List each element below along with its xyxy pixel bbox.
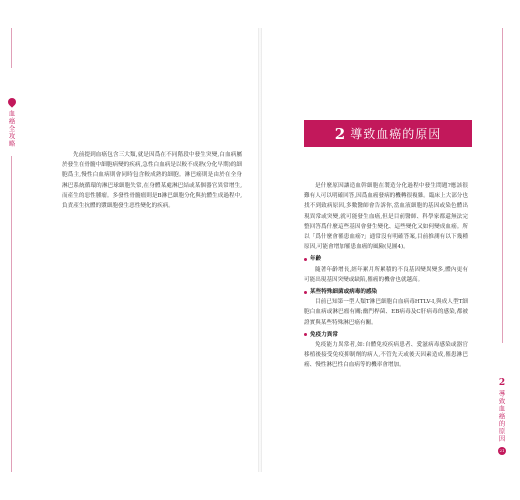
right-side-label: 導致血癌的原因 [497, 390, 506, 443]
section-heading [304, 287, 468, 297]
chapter-number: 2 [334, 124, 347, 143]
petal-icon [6, 96, 17, 107]
left-side-tab [6, 98, 18, 148]
left-body-text: 先前提到血癌包含三大類,就是因爲在不同階段中發生突變,白血病屬於發生在骨髓中細胞病變的疾病,急性白血病是以較不成熟(分化早期)的細胞爲主,慢性白血病則會同時包含較成熟的細胞。淋巴癌則是由於在全身淋巴系統循環的淋巴球細胞失常,在身體某處淋巴結或某個器官異常增生,而產生的惡性腫瘤。多發性骨髓瘤則是B淋巴細胞分化與抗體生成過程中,負責產生抗體的漿細胞發生惡性變化的疾病。 [62, 152, 242, 210]
right-side-tab [496, 378, 508, 455]
right-body [304, 181, 468, 371]
section-text: 免疫能力異常者,如:自體免疫疾病患者、愛滋病毒感染或器官移植後接受免疫抑制劑的病人,不管先天或後天因素造成,罹患淋巴癌、慢性淋巴性白血病等的機率會增加。 [304, 342, 468, 369]
chapter-title: 導致血癌的原因 [350, 127, 442, 141]
side-divider [11, 28, 12, 68]
bullet-dot-icon [304, 333, 307, 336]
intro-paragraph: 是什麼原因讓造血幹細胞在製造分化過程中發生問題?應該很難有人可以明確回答,因爲血癌發病的機轉很複雜。臨床上大部分也找不到致病原因,多數醫師會告訴你,當血液細胞的基因或染色體出現異常或突變,就可能發生血癌,但是目前醫師、科學家都還無法完整回答爲什麼這些基因會發生變化、這些變化又如何變成血癌。所以「爲什麼會罹患血癌?」通常沒有明確答案,目前推測有以下幾種原因,可能會增加罹患血癌的風險(見圖4)。 [304, 183, 468, 251]
side-divider [502, 28, 503, 343]
section-heading [304, 330, 468, 340]
side-divider [11, 156, 12, 472]
left-side-label: 血癌全攻略 [7, 110, 16, 148]
section-title: 免疫力異常 [310, 331, 338, 338]
section-heading [304, 254, 468, 264]
side-chapter-number: 2 [498, 378, 506, 388]
bullet-dot-icon [304, 258, 307, 261]
bullet-dot-icon [304, 291, 307, 294]
right-page [262, 28, 520, 472]
chapter-heading [304, 120, 472, 147]
section-title: 年齡 [310, 256, 322, 263]
section-text: 目前已知第一型人類T淋巴細胞白血病毒HTLV-I,與成人型T細胞白血病或淋巴瘤有關;幽門桿菌、EB病毒及C肝病毒的感染,都被證實與某些特殊淋巴癌有關。 [304, 299, 468, 326]
page-number: 21 [499, 448, 505, 453]
left-page [0, 28, 258, 472]
section-text: 隨著年齡增長,經年累月所累積的不良基因變異變多,體內更有可能出現基因突變或缺陷,罹癌的機會也就越高。 [304, 266, 468, 283]
section-title: 某些特殊細菌或病毒的感染 [310, 289, 378, 296]
